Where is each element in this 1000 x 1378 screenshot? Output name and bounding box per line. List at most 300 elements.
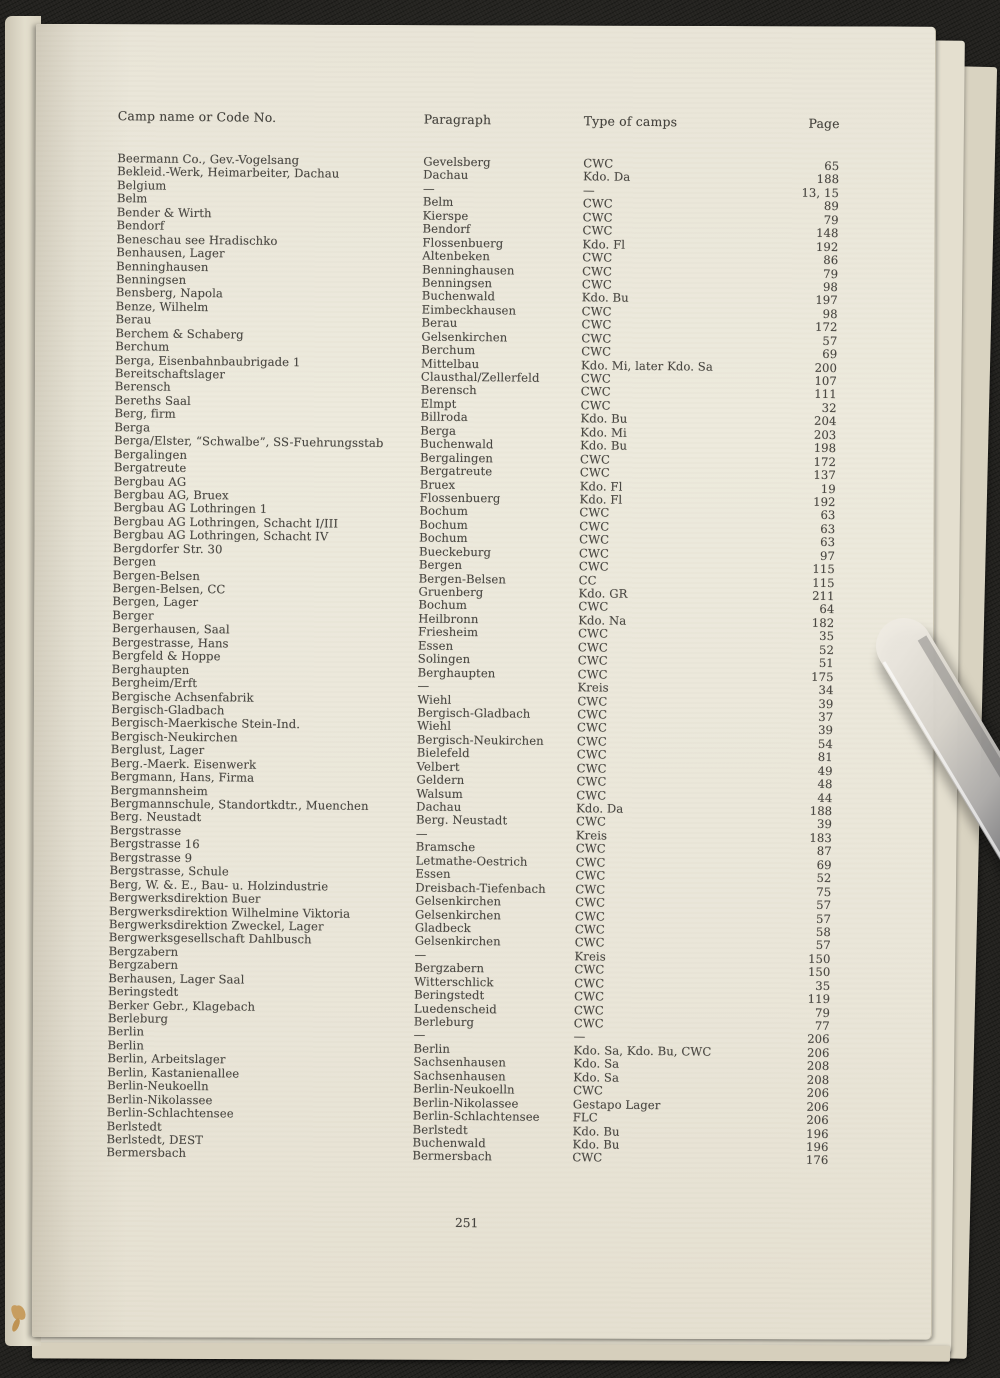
page-ref: 39 xyxy=(818,696,834,711)
camp-name: Bergbau AG Lothringen, Schacht I/III xyxy=(113,513,339,531)
page-ref: 86 xyxy=(823,252,839,268)
camp-type: Kdo. Bu xyxy=(572,1137,620,1152)
camp-name: Bergerhausen, Saal xyxy=(112,621,230,637)
camp-name: Bergen, Lager xyxy=(112,594,199,610)
page-ref: 203 xyxy=(813,427,837,442)
camp-name: Benninghausen xyxy=(116,258,209,274)
camp-name: Bendorf xyxy=(116,218,165,233)
camp-type: CC xyxy=(578,572,597,587)
paragraph: Bochum xyxy=(419,517,468,532)
camp-name: Bergwerksdirektion Wilhelmine Viktoria xyxy=(108,903,351,921)
camp-type: Kdo. Sa xyxy=(573,1056,620,1072)
page-ref: 172 xyxy=(814,320,838,335)
camp-name: Bergmann, Hans, Firma xyxy=(110,769,255,785)
page-ref: 63 xyxy=(820,508,836,523)
paragraph: Dachau xyxy=(423,167,469,183)
camp-type: Kdo. Na xyxy=(578,613,627,628)
camp-type: CWC xyxy=(574,975,605,991)
page-ref: 57 xyxy=(815,938,831,953)
camp-name: Bergfeld & Hoppe xyxy=(111,648,221,664)
paragraph: Flossenbuerg xyxy=(422,235,504,251)
camp-name: Bergisch-Maerkische Stein-Ind. xyxy=(111,715,301,732)
page-ref: 75 xyxy=(816,884,832,899)
paragraph: Dachau xyxy=(416,799,462,814)
paragraph: Bergen xyxy=(418,557,463,573)
page-ref: 197 xyxy=(815,293,838,308)
page-ref: 63 xyxy=(820,535,836,550)
page-ref: 107 xyxy=(814,373,837,389)
book-page xyxy=(32,24,936,1340)
page-ref: 69 xyxy=(816,857,832,872)
paragraph: Solingen xyxy=(417,651,471,667)
camp-name: Bergbau AG xyxy=(113,473,187,489)
paragraph: — xyxy=(422,181,435,196)
camp-name: Beringstedt xyxy=(108,984,179,999)
paragraph: Bochum xyxy=(418,597,468,613)
camp-name: Bergwerksdirektion Buer xyxy=(109,890,261,906)
paragraph: Buchenwald xyxy=(412,1135,486,1151)
page-ref: 63 xyxy=(820,521,836,536)
page-ref: 34 xyxy=(818,682,834,698)
page-ref: 148 xyxy=(816,226,839,241)
paragraph: Heilbronn xyxy=(418,611,479,627)
camp-type: Kdo. Bu xyxy=(580,438,628,453)
camp-name: Bereths Saal xyxy=(114,392,191,408)
camp-type: Kdo. Fl xyxy=(582,236,626,252)
page-ref: 176 xyxy=(805,1153,829,1168)
page-ref: 57 xyxy=(815,911,832,926)
page-ref: 54 xyxy=(817,736,834,751)
camp-name: Berlstedt xyxy=(106,1118,162,1134)
camp-name: Bergdorfer Str. 30 xyxy=(112,540,223,556)
paragraph: Sachsenhausen xyxy=(413,1054,507,1070)
page-ref: 48 xyxy=(817,776,833,792)
page-ref: 204 xyxy=(813,414,837,429)
paragraph: Berlin-Nikolassee xyxy=(412,1095,519,1111)
camp-type: CWC xyxy=(575,868,606,883)
camp-type: CWC xyxy=(582,263,613,279)
page-ref: 172 xyxy=(813,454,837,469)
page-ref: 175 xyxy=(811,669,834,684)
camp-name: Bergheim/Erft xyxy=(111,675,198,691)
paragraph: Billroda xyxy=(420,409,468,425)
camp-name: Berchem & Schaberg xyxy=(115,325,244,342)
page-ref: 97 xyxy=(819,548,836,563)
camp-type: CWC xyxy=(575,814,607,829)
page-number: 251 xyxy=(454,1215,479,1230)
camp-name: Berau xyxy=(115,312,152,327)
camp-name: Berg, firm xyxy=(114,406,176,422)
camp-type: Kdo. Fl xyxy=(579,492,623,507)
camp-type: CWC xyxy=(576,774,607,789)
paragraph: Geldern xyxy=(416,772,465,788)
camp-name: Bergstrasse xyxy=(109,822,182,838)
camp-name: Beermann Co., Gev.-Vogelsang xyxy=(117,151,300,168)
camp-name: Benningsen xyxy=(115,272,187,287)
paragraph: Buchenwald xyxy=(421,288,496,304)
camp-type: Kdo. Da xyxy=(576,801,624,816)
camp-type: CWC xyxy=(581,304,612,319)
camp-name: Benze, Wilhelm xyxy=(115,298,209,314)
camp-type: — xyxy=(582,183,595,198)
paragraph: Berg. Neustadt xyxy=(415,812,508,828)
paragraph: Berlin-Schlachtensee xyxy=(412,1108,540,1124)
camp-name: Berensch xyxy=(114,379,171,395)
camp-name: Bender & Wirth xyxy=(116,204,212,220)
camp-type: CWC xyxy=(583,156,614,171)
page-ref: 111 xyxy=(814,387,837,402)
camp-type: CWC xyxy=(579,505,610,520)
camp-type: CWC xyxy=(578,599,609,614)
camp-name: Bergatreute xyxy=(113,460,187,475)
page-ref: 119 xyxy=(807,991,831,1007)
page-ref: 13, 15 xyxy=(801,185,840,200)
page-ref: 150 xyxy=(807,965,831,980)
camp-type: — xyxy=(573,1029,586,1044)
page-ref: 51 xyxy=(818,656,834,671)
paragraph: Gelsenkirchen xyxy=(414,933,501,949)
camp-name: Berga/Elster, “Schwalbe”, SS-Fuehrungsstab xyxy=(114,433,384,451)
camp-type: Kdo. Fl xyxy=(579,478,623,494)
camp-name: Berlstedt, DEST xyxy=(106,1132,204,1148)
camp-type: Kreis xyxy=(577,680,609,695)
paragraph: Berga xyxy=(420,423,457,438)
page-ref: 79 xyxy=(814,1005,831,1020)
page-ref: 52 xyxy=(816,871,832,886)
paragraph: Bueckeburg xyxy=(418,544,492,559)
paragraph: Bramsche xyxy=(415,839,476,855)
page-ref: 32 xyxy=(821,400,837,415)
paragraph: Flossenbuerg xyxy=(419,490,501,506)
paragraph: Gelsenkirchen xyxy=(414,906,502,922)
paragraph: Berensch xyxy=(420,382,477,398)
page-ref: 211 xyxy=(812,588,835,604)
paragraph: Letmathe-Oestrich xyxy=(415,853,528,869)
camp-type: CWC xyxy=(582,210,613,225)
camp-type: CWC xyxy=(574,989,605,1004)
paragraph: Elmpt xyxy=(420,396,457,411)
camp-type: CWC xyxy=(576,787,607,803)
paragraph: Buchenwald xyxy=(420,436,494,452)
camp-type: CWC xyxy=(582,196,613,211)
page-ref: 208 xyxy=(806,1059,830,1074)
paragraph: Bochum xyxy=(419,503,469,519)
camp-type: CWC xyxy=(574,962,605,977)
camp-name: Bergen-Belsen xyxy=(112,567,201,583)
camp-type: FLC xyxy=(572,1110,598,1125)
page-ref: 79 xyxy=(823,212,839,227)
paragraph: Essen xyxy=(417,638,454,653)
paragraph: Berchum xyxy=(421,342,476,358)
page-ref: 198 xyxy=(813,440,837,456)
camp-name: Bergen-Belsen, CC xyxy=(112,581,226,597)
camp-name: Bergmannsheim xyxy=(110,782,208,798)
camp-type: Kdo. Bu xyxy=(580,411,628,427)
page-ref: 77 xyxy=(814,1018,830,1034)
page-ref: 206 xyxy=(807,1045,830,1060)
index-table-body xyxy=(106,152,937,1169)
camp-type: CWC xyxy=(573,1002,605,1018)
paragraph: Bielefeld xyxy=(416,745,470,761)
page-ref: 35 xyxy=(819,629,835,644)
camp-name: Bekleid.-Werk, Heimarbeiter, Dachau xyxy=(117,164,340,182)
paragraph: Belm xyxy=(422,194,454,210)
index-table xyxy=(24,23,939,1235)
page-stack-bottom-edge xyxy=(32,1342,950,1361)
paragraph: Altenbeken xyxy=(422,248,491,264)
camp-type: CWC xyxy=(575,881,606,897)
camp-type: CWC xyxy=(577,653,608,668)
paragraph: Bergatreute xyxy=(419,463,493,479)
page-ref: 182 xyxy=(811,615,835,630)
page-ref: 19 xyxy=(820,481,836,496)
page-ref: 192 xyxy=(813,494,836,509)
page-ref: 196 xyxy=(806,1126,829,1141)
paragraph: Bergzabern xyxy=(414,960,485,976)
camp-type: CWC xyxy=(581,317,612,332)
paragraph: — xyxy=(414,947,427,962)
page-ref: 69 xyxy=(822,347,838,362)
page-ref: 183 xyxy=(809,830,832,845)
page-ref: 206 xyxy=(806,1099,830,1114)
camp-name: Bergbau AG, Bruex xyxy=(113,487,229,503)
camp-type: Kreis xyxy=(575,828,608,843)
camp-type: CWC xyxy=(576,734,607,749)
camp-name: Berga, Eisenbahnbaubrigade 1 xyxy=(115,352,301,369)
page-ref: 200 xyxy=(814,360,838,375)
camp-type: Kreis xyxy=(574,949,606,964)
camp-name: Berg.-Maerk. Eisenwerk xyxy=(110,755,257,772)
camp-type: CWC xyxy=(573,1083,604,1098)
page-ref: 137 xyxy=(813,467,836,483)
camp-type: Kdo. Da xyxy=(583,169,631,185)
camp-type: CWC xyxy=(578,626,609,641)
paragraph: Berleburg xyxy=(413,1014,475,1030)
camp-name: Bergwerksdirektion Zweckel, Lager xyxy=(108,917,324,934)
header-camp-name: Camp name or Code No. xyxy=(117,108,277,125)
camp-name: Bergwerksgesellschaft Dahlbusch xyxy=(108,930,312,947)
page-ref: 44 xyxy=(817,790,833,805)
paragraph: Berlin xyxy=(413,1041,451,1056)
paragraph: Wiehl xyxy=(417,718,452,734)
camp-name: Bergzabern xyxy=(108,943,179,959)
page-ref: 39 xyxy=(818,723,834,738)
camp-type: CWC xyxy=(578,545,610,561)
page-ref: 64 xyxy=(819,602,835,617)
camp-name: Bergstrasse 9 xyxy=(109,849,193,865)
camp-name: Bergzabern xyxy=(108,957,179,973)
camp-type: CWC xyxy=(572,1150,603,1165)
camp-name: Berg. Neustadt xyxy=(110,809,202,825)
page-ref: 192 xyxy=(815,239,839,254)
camp-name: Bergen xyxy=(112,554,157,569)
paragraph: Gelsenkirchen xyxy=(415,893,502,909)
camp-type: CWC xyxy=(579,532,610,547)
camp-name: Berleburg xyxy=(107,1011,169,1026)
camp-type: CWC xyxy=(577,720,608,735)
camp-type: CWC xyxy=(580,371,611,386)
paragraph: Bergen-Belsen xyxy=(418,571,507,586)
camp-name: Berghaupten xyxy=(111,661,190,677)
page-ref: 206 xyxy=(806,1112,829,1128)
camp-name: Bereitschaftslager xyxy=(114,366,226,382)
paragraph: — xyxy=(417,678,430,693)
camp-type: Kdo. Mi, later Kdo. Sa xyxy=(581,357,713,374)
paragraph: Bermersbach xyxy=(412,1148,493,1164)
page-ref: 208 xyxy=(806,1072,830,1087)
paragraph: Eimbeckhausen xyxy=(421,302,517,318)
paragraph: Clausthal/Zellerfeld xyxy=(420,369,540,385)
header-paragraph: Paragraph xyxy=(423,111,492,128)
camp-type: CWC xyxy=(579,519,610,534)
camp-type: Kdo. Mi xyxy=(580,424,627,440)
camp-name: Bergisch-Neukirchen xyxy=(110,728,238,745)
camp-name: Bergbau AG Lothringen, Schacht IV xyxy=(113,527,329,544)
camp-type: CWC xyxy=(576,760,607,776)
camp-name: Bergmannschule, Standortkdtr., Muenchen xyxy=(110,796,369,813)
camp-type: CWC xyxy=(575,895,606,910)
camp-type: CWC xyxy=(575,841,606,856)
paragraph: Wiehl xyxy=(417,691,452,707)
camp-type: CWC xyxy=(582,223,613,238)
paragraph: Benningsen xyxy=(421,275,493,291)
page-ref: 196 xyxy=(805,1139,829,1154)
camp-name: Bermersbach xyxy=(106,1145,187,1161)
paragraph: Bendorf xyxy=(422,221,471,237)
camp-type: CWC xyxy=(579,451,611,467)
paragraph: Berau xyxy=(421,315,458,331)
camp-type: CWC xyxy=(573,1016,604,1031)
camp-type: CWC xyxy=(581,344,612,359)
camp-type: Kdo. GR xyxy=(578,586,628,601)
camp-name: Berlin xyxy=(107,1037,145,1053)
page-ref: 52 xyxy=(818,642,835,657)
camp-name: Berchum xyxy=(115,339,170,354)
camp-name: Bergestrasse, Hans xyxy=(111,634,229,651)
camp-type: CWC xyxy=(577,639,609,655)
camp-name: Berlin-Neukoelln xyxy=(107,1078,209,1094)
letter-opener xyxy=(840,580,1000,1100)
camp-type: Kdo. Sa xyxy=(573,1069,620,1085)
camp-name: Bergstrasse 16 xyxy=(109,836,200,852)
camp-type: CWC xyxy=(577,707,608,722)
paragraph: Friesheim xyxy=(418,624,479,640)
paragraph: Walsum xyxy=(416,786,463,801)
camp-type: Gestapo Lager xyxy=(572,1096,661,1112)
paragraph: Bergisch-Neukirchen xyxy=(416,732,544,748)
paragraph: Mittelbau xyxy=(421,356,480,371)
page-ref: 57 xyxy=(816,897,832,913)
camp-name: Bergisch-Gladbach xyxy=(111,702,225,718)
paragraph: Witterschlick xyxy=(414,974,494,990)
page-ref: 58 xyxy=(815,924,831,939)
paragraph: Bruex xyxy=(419,476,456,492)
camp-name: Berlin-Nikolassee xyxy=(106,1091,213,1107)
camp-name: Berlin, Kastanienallee xyxy=(107,1064,240,1081)
paragraph: — xyxy=(415,826,428,841)
camp-name: Berhausen, Lager Saal xyxy=(108,970,245,987)
paragraph: Berghaupten xyxy=(417,665,496,680)
page-ref: 206 xyxy=(807,1032,830,1047)
camp-type: CWC xyxy=(579,465,610,480)
page-ref: 188 xyxy=(809,803,833,819)
camp-name: Bergische Achsenfabrik xyxy=(111,688,254,705)
camp-name: Bergbau AG Lothringen 1 xyxy=(113,500,268,517)
camp-name: Bergalingen xyxy=(114,446,188,462)
header-page: Page xyxy=(808,115,840,132)
paragraph: Bergisch-Gladbach xyxy=(417,705,531,721)
page-ref: 81 xyxy=(817,750,833,765)
paragraph: Berlin-Neukoelln xyxy=(413,1081,515,1097)
page-ref: 57 xyxy=(822,333,838,348)
camp-type: CWC xyxy=(574,935,605,950)
camp-name: Berg, W. &. E., Bau- u. Holzindustrie xyxy=(109,876,329,894)
camp-name: Berlin-Schlachtensee xyxy=(106,1105,234,1121)
paragraph: Bochum xyxy=(419,530,468,546)
camp-name: Berga xyxy=(114,419,151,435)
camp-name: Berger xyxy=(112,607,154,623)
paragraph: Gladbeck xyxy=(414,920,471,935)
page-ref: 150 xyxy=(808,951,831,966)
camp-type: CWC xyxy=(581,277,613,292)
paragraph: Gelsenkirchen xyxy=(421,329,508,345)
camp-type: CWC xyxy=(581,330,612,346)
page-ref: 35 xyxy=(815,978,831,993)
camp-type: CWC xyxy=(577,666,608,682)
camp-type: CWC xyxy=(577,693,608,709)
page-ref: 79 xyxy=(823,266,839,281)
page-ref: 188 xyxy=(816,172,840,187)
paragraph: Velbert xyxy=(416,759,460,774)
camp-name: Berlin xyxy=(107,1024,145,1039)
header-camp-type: Type of camps xyxy=(583,113,678,130)
camp-name: Belm xyxy=(116,191,148,206)
page-ref: 49 xyxy=(817,763,833,778)
paragraph: Berlstedt xyxy=(412,1121,468,1137)
camp-type: CWC xyxy=(575,854,606,870)
camp-name: Bensberg, Napola xyxy=(115,285,224,301)
camp-type: CWC xyxy=(580,384,611,400)
page-ref: 115 xyxy=(812,561,835,577)
paragraph: Essen xyxy=(415,866,451,882)
paragraph: Kierspe xyxy=(422,208,469,223)
camp-type: CWC xyxy=(574,922,605,937)
camp-type: Kdo. Bu xyxy=(572,1123,620,1139)
camp-name: Berlin, Arbeitslager xyxy=(107,1051,226,1067)
paragraph: Beringstedt xyxy=(414,987,485,1003)
camp-type: CWC xyxy=(574,908,606,924)
camp-type: Kdo. Sa, Kdo. Bu, CWC xyxy=(573,1043,712,1059)
page-ref: 98 xyxy=(822,306,838,321)
paragraph: Gevelsberg xyxy=(423,154,491,170)
paragraph: Luedenscheid xyxy=(413,1001,497,1016)
camp-name: Belgium xyxy=(116,178,167,193)
page-ref: 39 xyxy=(817,817,833,832)
camp-type: CWC xyxy=(578,559,609,574)
paragraph: Sachsenhausen xyxy=(413,1068,506,1084)
paragraph: Gruenberg xyxy=(418,584,484,600)
paragraph: — xyxy=(413,1027,426,1043)
camp-name: Beneschau see Hradischko xyxy=(116,231,278,248)
paragraph: Benninghausen xyxy=(422,261,515,278)
page-ref: 65 xyxy=(824,158,840,174)
page-ref: 98 xyxy=(822,279,839,294)
page-ref: 115 xyxy=(812,575,835,590)
camp-name: Berglust, Lager xyxy=(110,742,205,758)
camp-name: Benhausen, Lager xyxy=(116,245,225,261)
page-ref: 206 xyxy=(806,1085,830,1101)
camp-name: Bergstrasse, Schule xyxy=(109,863,229,879)
